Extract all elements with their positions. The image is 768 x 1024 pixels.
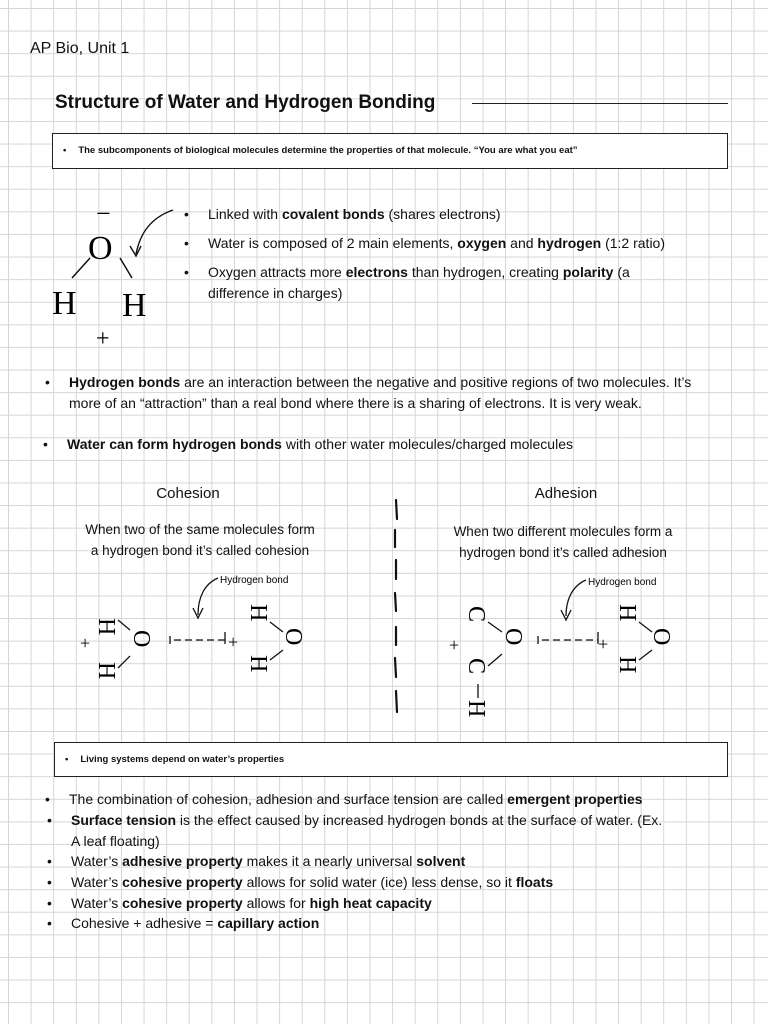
water-molecule-diagram <box>40 196 190 356</box>
hydrogen-bond-label: Hydrogen bond <box>588 577 657 588</box>
bullet: • <box>63 145 67 156</box>
cohesion-heading: Cohesion <box>156 485 220 502</box>
property-item: • Water’s cohesive property allows for solid water (ice) less dense, so it floats <box>71 872 553 893</box>
hydrogen-bond-label: Hydrogen bond <box>220 575 289 586</box>
plus-charge: + <box>228 632 239 652</box>
plus-charge: + <box>80 633 91 653</box>
oxygen-atom: O <box>88 230 113 267</box>
hydrogen-atom-left: H <box>52 285 77 322</box>
arrow-head-icon <box>130 246 141 256</box>
bullet: • <box>47 812 52 828</box>
oxygen-atom: O <box>648 628 674 646</box>
section-divider <box>390 495 404 720</box>
key-idea-box <box>52 133 728 169</box>
bullet: • <box>47 915 52 931</box>
bullet: • <box>65 754 69 765</box>
cohesion-diagram <box>70 570 320 685</box>
hydrogen-atom: H <box>245 604 271 622</box>
molecule-point-2: • Water is composed of 2 main elements, oxygen and hydrogen (1:2 ratio) <box>208 233 665 254</box>
adhesion-caption: When two different molecules form a hydrogen bond it’s called adhesion <box>453 524 673 560</box>
oxygen-atom: O <box>280 628 306 646</box>
hydrogen-bond-definition: • Hydrogen bonds are an interaction between the negative and positive regions of two molecules. It’s more of an “attraction” than a real bond where there is a sharing of electrons. It is very weak. <box>45 374 692 411</box>
property-item: • Water’s adhesive property makes it a nearly universal solvent <box>71 851 465 872</box>
property-item: • Water’s cohesive property allows for high heat capacity <box>71 893 432 914</box>
property-item: • Cohesive + adhesive = capillary action <box>71 913 319 934</box>
molecule-point-3: • Oxygen attracts more electrons than hydrogen, creating polarity (a difference in charges) <box>184 264 630 301</box>
hydrogen-atom: H <box>614 656 640 674</box>
living-systems-box <box>54 742 728 777</box>
hydrogen-plus-charge: + <box>96 326 110 352</box>
oxygen-atom: O <box>128 630 154 648</box>
property-item: • Surface tension is the effect caused by increased hydrogen bonds at the surface of water. (Ex. A leaf floating) <box>47 812 663 849</box>
covalent-bond-right <box>120 258 132 278</box>
plus-charge: + <box>598 634 609 654</box>
bullet: • <box>47 874 52 890</box>
molecule-point-1: • Linked with covalent bonds (shares electrons) <box>208 204 501 225</box>
oxygen-minus-charge: − <box>96 199 111 228</box>
bullet: • <box>47 895 52 911</box>
adhesion-diagram <box>440 570 700 730</box>
adhesion-heading: Adhesion <box>534 485 598 502</box>
title-underline <box>472 103 728 104</box>
plus-charge: + <box>449 635 460 655</box>
hydrogen-atom: H <box>93 662 119 680</box>
pointer-arrow <box>198 578 218 615</box>
hydrogen-atom-right: H <box>122 287 147 324</box>
oxygen-atom: O <box>500 628 526 646</box>
pointer-arrow <box>566 580 586 616</box>
course-label: AP Bio, Unit 1 <box>30 40 130 57</box>
hydrogen-atom: H <box>93 618 119 636</box>
bullet: • <box>184 235 189 251</box>
property-item: • The combination of cohesion, adhesion and surface tension are called emergent properties <box>69 789 643 810</box>
carbon-atom: C <box>463 606 489 623</box>
carbon-atom: C <box>463 658 489 675</box>
hydrogen-atom: H <box>614 604 640 622</box>
pointer-arrow <box>136 210 173 254</box>
key-idea-text: The subcomponents of biological molecules determine the properties of that molecule. “You are what you eat” <box>78 145 578 156</box>
bullet: • <box>47 853 52 869</box>
bullet: • <box>43 436 48 452</box>
bullet: • <box>45 791 50 807</box>
water-hydrogen-bond-point: • Water can form hydrogen bonds with other water molecules/charged molecules <box>67 434 573 455</box>
cohesion-caption: When two of the same molecules form a hydrogen bond it’s called cohesion <box>85 522 315 558</box>
bullet: • <box>184 264 189 280</box>
hydrogen-atom: H <box>463 700 489 718</box>
bullet: • <box>184 206 189 222</box>
page-title: Structure of Water and Hydrogen Bonding <box>55 92 436 113</box>
bullet: • <box>45 374 50 390</box>
living-systems-text: Living systems depend on water’s properties <box>80 754 285 765</box>
hydrogen-atom: H <box>245 655 271 673</box>
covalent-bond-left <box>72 258 90 278</box>
